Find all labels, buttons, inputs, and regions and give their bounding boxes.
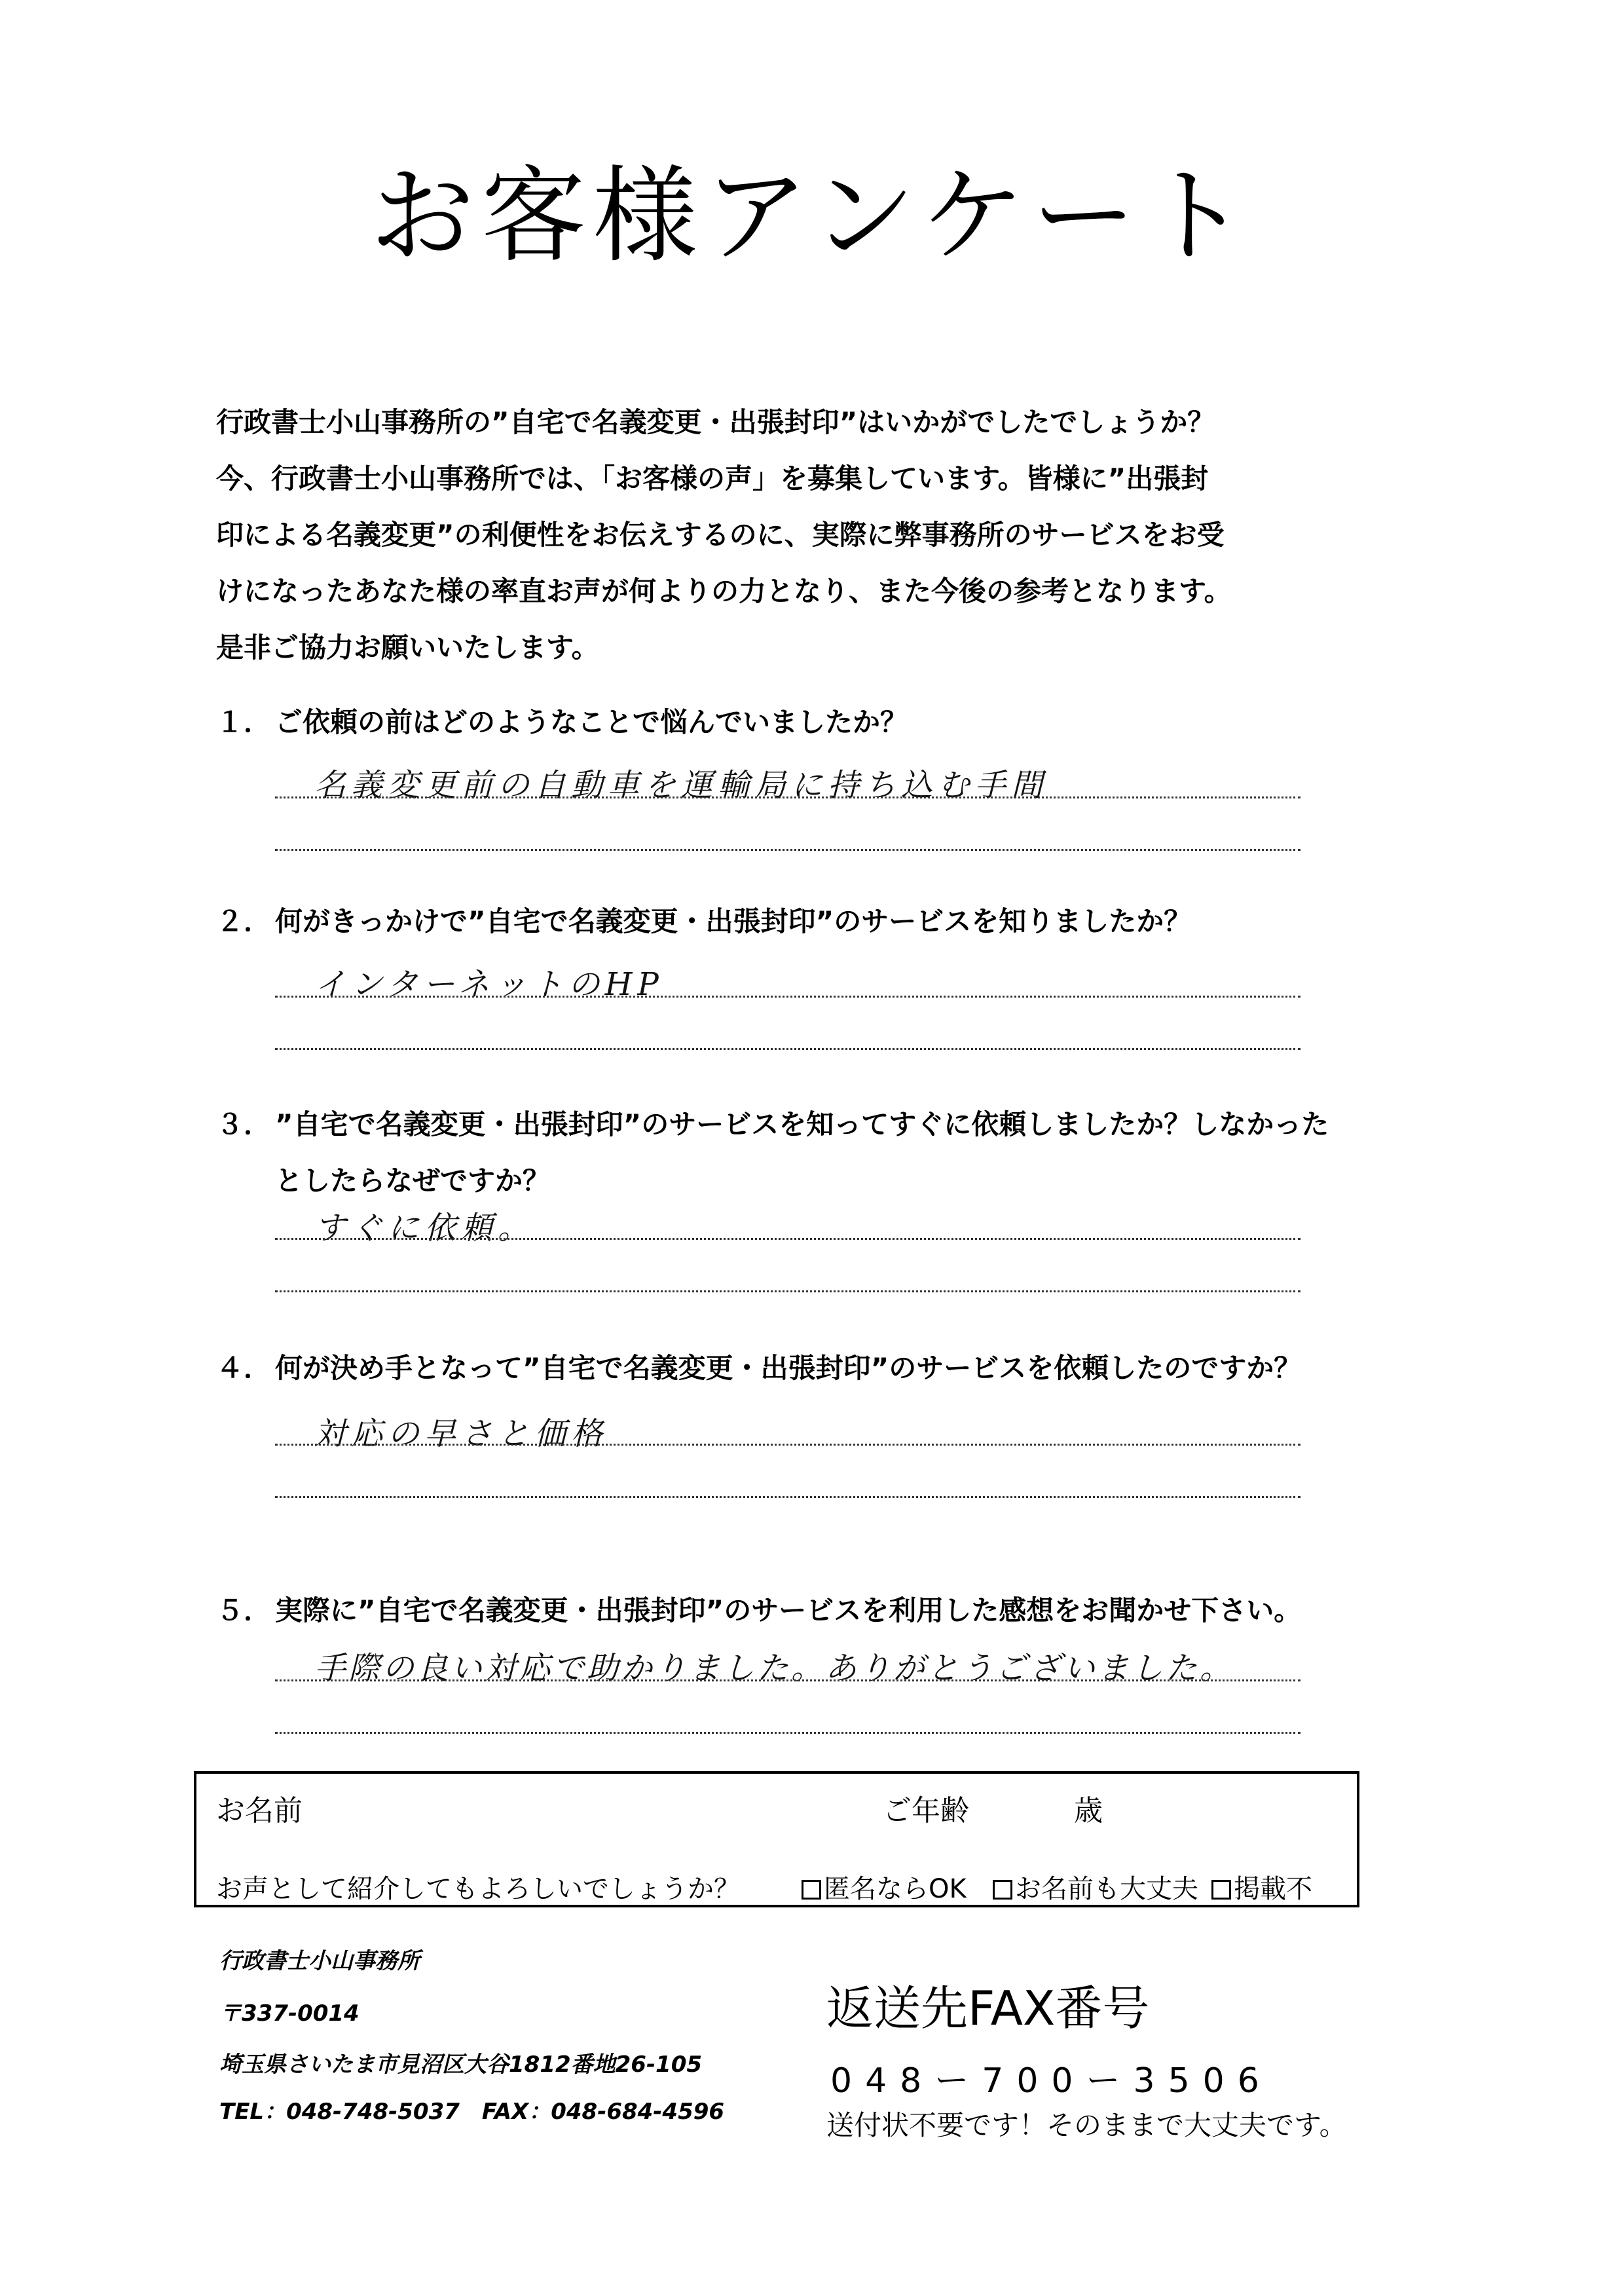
answer-line [275, 796, 1301, 798]
intro-text [216, 394, 1329, 676]
answer-line [275, 1238, 1301, 1240]
intro-line: けになったあなた様の率直お声が何よりの力となり、また今後の参考となります。 [216, 575, 1232, 607]
option-no-publish[interactable] [1211, 1868, 1312, 1905]
question-4 [216, 1340, 1301, 1396]
answer-2: インターネットのHP [314, 966, 664, 1003]
answer-line [275, 1679, 1301, 1681]
question-number: １． [216, 706, 272, 738]
intro-line: 行政書士小山事務所の”自宅で名義変更・出張封印”はいかがでしたでしょうか？ [216, 406, 1215, 438]
question-2 [216, 893, 1191, 950]
answer-line [275, 849, 1301, 851]
office-name: 行政書士小山事務所 [219, 1948, 420, 1974]
answer-4: 対応の早さと価格 [314, 1415, 608, 1452]
fax-title: 返送先FAX番号 [826, 1981, 1150, 2036]
checkbox[interactable] [1211, 1880, 1231, 1900]
option-anonymous[interactable] [802, 1868, 967, 1905]
question-text: ご依頼の前はどのようなことで悩んでいましたか？ [275, 706, 908, 738]
office-postal: 〒337-0014 [219, 2000, 360, 2027]
intro-line: 印による名義変更”の利便性をお伝えするのに、実際に弊事務所のサービスをお受 [216, 519, 1225, 551]
answer-line [275, 1048, 1301, 1050]
answer-1: 名義変更前の自動車を運輸局に持ち込む手間 [314, 767, 1048, 804]
intro-line: 是非ご協力お願いいたします。 [216, 631, 599, 664]
fax-note: 送付状不要です！そのままで大丈夫です。 [826, 2109, 1347, 2141]
office-address: 埼玉県さいたま市見沼区大谷1812番地26-105 [219, 2052, 703, 2078]
answer-3: すぐに依頼。 [314, 1210, 535, 1246]
answer-line [275, 1290, 1301, 1292]
age-label: ご年齢 [883, 1794, 969, 1827]
option-name-ok[interactable] [993, 1868, 1198, 1905]
option-label: 匿名ならOK [824, 1874, 967, 1904]
answer-line [275, 996, 1301, 998]
age-unit: 歳 [1074, 1794, 1103, 1827]
question-5 [216, 1583, 1301, 1639]
consent-question: お声として紹介してもよろしいでしょうか？ [216, 1874, 740, 1904]
question-number: ２． [216, 905, 272, 937]
question-number: ３． [216, 1108, 272, 1140]
checkbox[interactable] [802, 1880, 821, 1900]
answer-line [275, 1496, 1301, 1498]
question-text: ”自宅で名義変更・出張封印”のサービスを知ってすぐに依頼しましたか？しなかった [275, 1108, 1329, 1140]
question-3 [216, 1096, 1329, 1209]
answer-5: 手際の良い対応で助かりました。ありがとうございました。 [314, 1650, 1234, 1687]
option-label: お名前も大丈夫 [1015, 1874, 1198, 1904]
name-label: お名前 [216, 1794, 303, 1827]
question-number: ４． [216, 1352, 272, 1384]
office-contact: TEL：048-748-5037 FAX：048-684-4596 [219, 2099, 725, 2125]
question-1 [216, 694, 908, 751]
answer-line [275, 1732, 1301, 1734]
option-label: 掲載不 [1234, 1874, 1312, 1904]
answer-line [275, 1444, 1301, 1446]
question-text: 何が決め手となって”自宅で名義変更・出張封印”のサービスを依頼したのですか？ [275, 1352, 1302, 1384]
checkbox[interactable] [993, 1880, 1012, 1900]
question-text: 実際に”自宅で名義変更・出張封印”のサービスを利用した感想をお聞かせ下さい。 [275, 1594, 1302, 1626]
question-number: ５． [216, 1594, 272, 1626]
question-text-continued: としたらなぜですか？ [275, 1165, 551, 1197]
respondent-info-box [194, 1771, 1359, 1907]
question-text: 何がきっかけで”自宅で名義変更・出張封印”のサービスを知りましたか？ [275, 905, 1192, 937]
intro-line: 今、行政書士小山事務所では、「お客様の声」を募集しています。皆様に”出張封 [216, 462, 1209, 495]
fax-number: 048ー700ー3506 [830, 2061, 1272, 2101]
page-title: お客様アンケート [369, 155, 1255, 277]
